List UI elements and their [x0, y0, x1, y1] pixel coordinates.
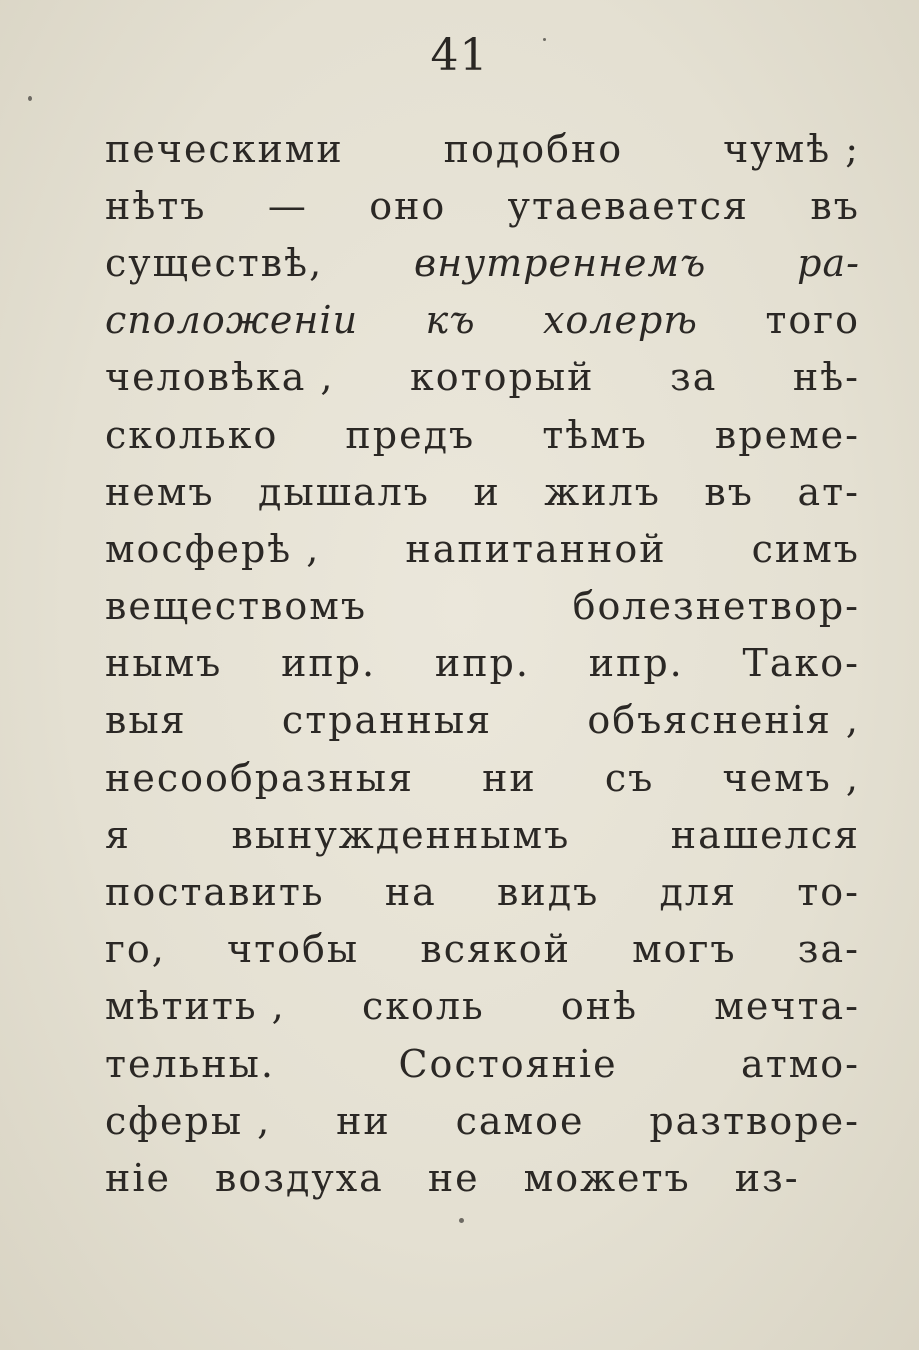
word: из- — [734, 1155, 800, 1200]
word: тельны. — [105, 1041, 275, 1086]
text-line-8 — [105, 520, 860, 577]
text-line-15 — [105, 921, 860, 978]
text-line-3 — [105, 234, 860, 291]
word: Тако- — [742, 641, 860, 686]
word: можетъ — [523, 1155, 691, 1200]
word: печескими — [105, 126, 344, 171]
text-line-7 — [105, 463, 860, 520]
word: который — [410, 355, 595, 400]
text-line-16 — [105, 978, 860, 1035]
word: — — [267, 183, 308, 228]
page-number: 41 — [430, 30, 489, 81]
text-line-1 — [105, 120, 860, 177]
word: напитанной — [405, 526, 667, 571]
word: чтобы — [227, 927, 360, 972]
text-line-12 — [105, 749, 860, 806]
ink-speck — [459, 1218, 464, 1223]
word: време- — [714, 412, 860, 457]
word: самое — [455, 1098, 585, 1143]
word: несообразныя — [105, 755, 414, 800]
word: ипр. — [281, 641, 377, 686]
italic-word: къ — [425, 298, 476, 343]
word: предъ — [345, 412, 476, 457]
italic-word: холерѣ — [543, 298, 698, 343]
word: на — [384, 870, 437, 915]
text-line-4 — [105, 292, 860, 349]
word: того — [765, 298, 860, 343]
text-line-6 — [105, 406, 860, 463]
word: го, — [105, 927, 166, 972]
word: видъ — [497, 870, 600, 915]
text-line-13 — [105, 806, 860, 863]
word: ніе — [105, 1155, 171, 1200]
italic-word: ра- — [797, 240, 860, 285]
word: утаевается — [507, 183, 750, 228]
word: могъ — [632, 927, 737, 972]
word: жилъ — [544, 469, 661, 514]
word: нѣ- — [792, 355, 860, 400]
word: ни — [482, 755, 537, 800]
word: съ — [604, 755, 655, 800]
word: веществомъ — [105, 584, 368, 629]
word: нѣтъ — [105, 183, 207, 228]
body-text — [105, 120, 860, 1207]
word: человѣка , — [105, 355, 335, 400]
ink-speck — [543, 38, 546, 41]
ink-speck — [28, 96, 32, 101]
italic-word: внутреннемъ — [413, 240, 707, 285]
word: я — [105, 812, 131, 857]
word: ни — [336, 1098, 391, 1143]
text-line-14 — [105, 863, 860, 920]
word: мечта- — [714, 984, 860, 1029]
text-line-2 — [105, 177, 860, 234]
text-line-11 — [105, 692, 860, 749]
text-line-5 — [105, 349, 860, 406]
word: нымъ — [105, 641, 223, 686]
word: объясненія , — [587, 698, 860, 743]
word: и — [473, 469, 501, 514]
word: подобно — [443, 126, 624, 171]
text-line-17 — [105, 1035, 860, 1092]
word: мѣтить , — [105, 984, 286, 1029]
word: за- — [797, 927, 860, 972]
word: тѣмъ — [542, 412, 648, 457]
word: сферы , — [105, 1098, 272, 1143]
word: чумѣ ; — [723, 126, 860, 171]
word: мосферѣ , — [105, 526, 321, 571]
word: симъ — [751, 526, 860, 571]
word: то- — [797, 870, 860, 915]
word: поставить — [105, 870, 325, 915]
word: существѣ, — [105, 240, 324, 285]
word: въ — [704, 469, 754, 514]
word: разтворе- — [649, 1098, 860, 1143]
text-line-19 — [105, 1149, 860, 1206]
word: ипр. — [434, 641, 530, 686]
word: нашелся — [670, 812, 860, 857]
word: воздуха — [214, 1155, 384, 1200]
word: выя — [105, 698, 187, 743]
word: сколь — [361, 984, 485, 1029]
word: странныя — [281, 698, 493, 743]
text-line-9 — [105, 578, 860, 635]
word: атмо- — [741, 1041, 860, 1086]
word: ат- — [797, 469, 860, 514]
word: сколько — [105, 412, 279, 457]
word: для — [659, 870, 738, 915]
word: дышалъ — [258, 469, 430, 514]
word: не — [427, 1155, 480, 1200]
word: немъ — [105, 469, 215, 514]
word: болезнетвор- — [572, 584, 860, 629]
text-line-10 — [105, 635, 860, 692]
word: всякой — [420, 927, 571, 972]
word: оно — [369, 183, 447, 228]
text-line-18 — [105, 1092, 860, 1149]
word: въ — [810, 183, 860, 228]
word: вынужденнымъ — [231, 812, 571, 857]
word: за — [669, 355, 718, 400]
word: чемъ , — [722, 755, 860, 800]
word: Состояніе — [398, 1041, 618, 1086]
word: ипр. — [588, 641, 684, 686]
italic-word: сположеніи — [105, 298, 359, 343]
word: онѣ — [560, 984, 639, 1029]
